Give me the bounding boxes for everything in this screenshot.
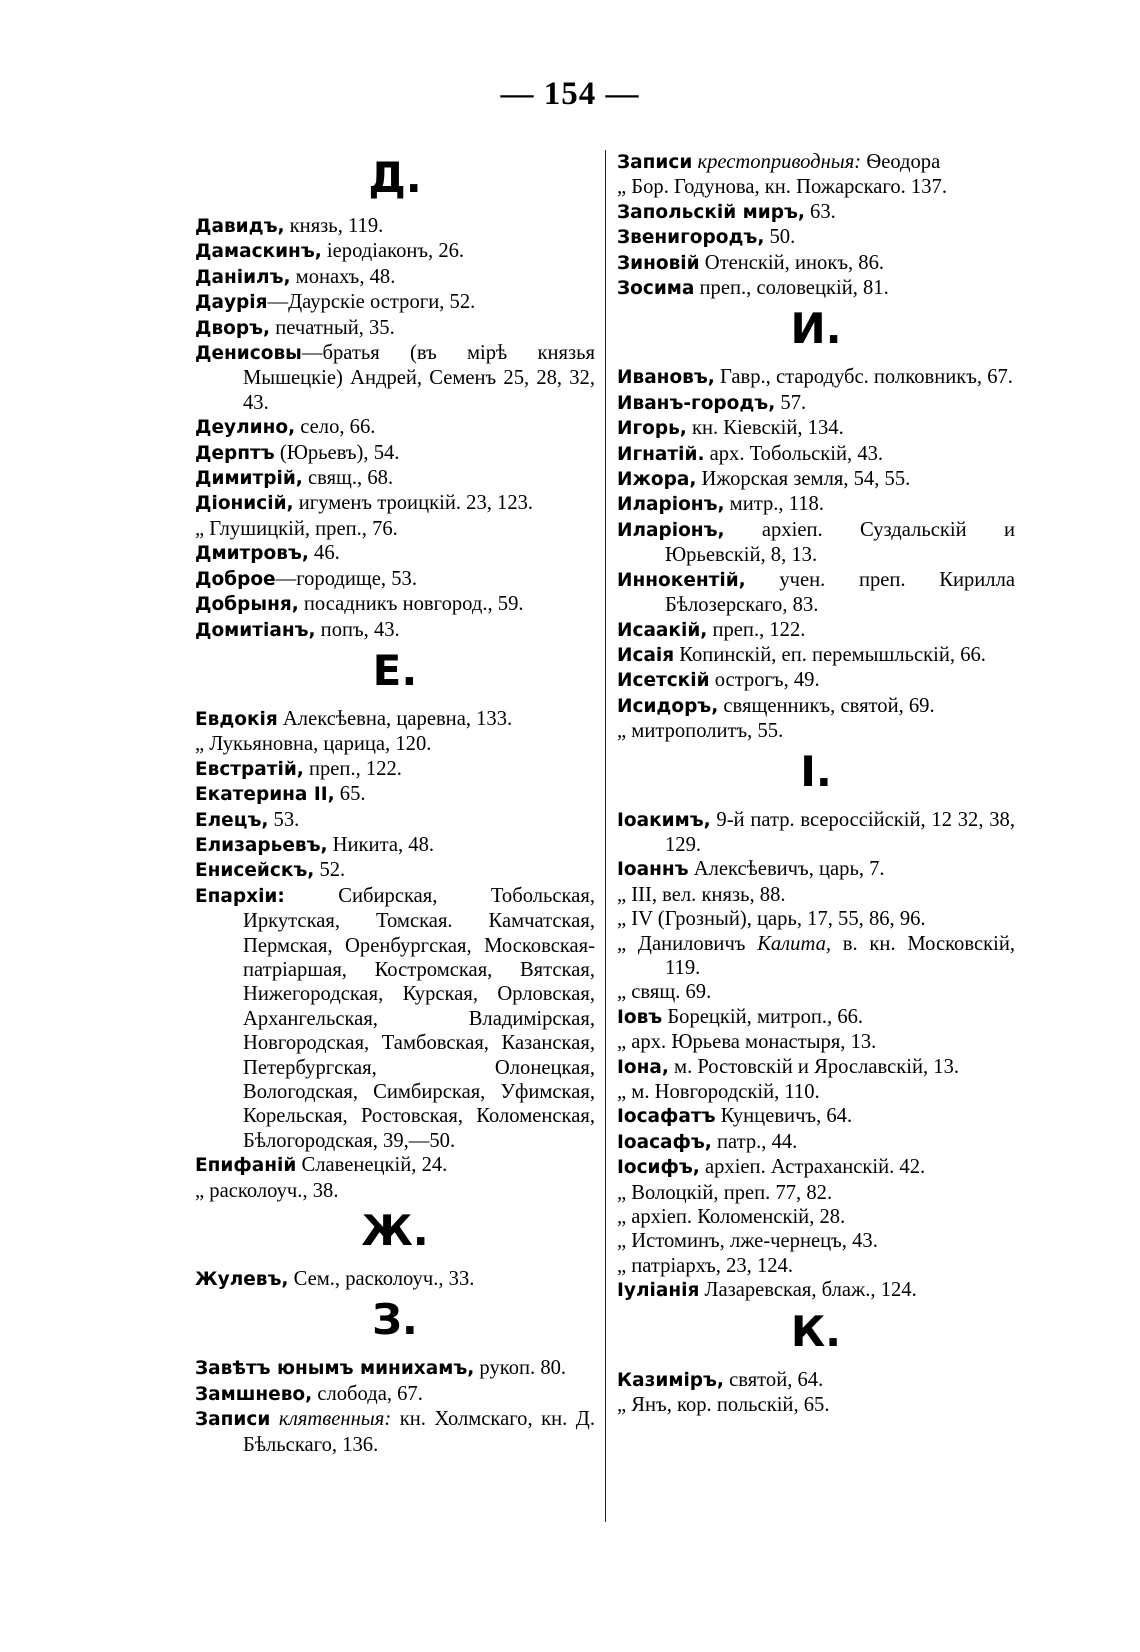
entry-text: Копинскій, еп. перемышльскій, 66. xyxy=(674,643,986,666)
entry-text: „ свящ. 69. xyxy=(617,981,712,1004)
entry-text: кн. Кіевскій, 134. xyxy=(686,417,844,440)
entry-text: Алексѣевна, царевна, 133. xyxy=(277,707,513,730)
index-entry xyxy=(617,643,1015,668)
index-entry xyxy=(617,1254,1015,1278)
entry-headword: Исаія xyxy=(617,644,675,666)
entry-headword: Димитрій, xyxy=(195,468,303,490)
entry-text: Кунцевичъ, 64. xyxy=(715,1105,853,1128)
entry-text: іеродіаконъ, 26. xyxy=(321,240,465,263)
index-entry xyxy=(195,618,595,643)
entry-text: 50. xyxy=(764,226,796,249)
entry-headword: Евдокія xyxy=(195,708,278,730)
entry-text: 57. xyxy=(775,391,807,414)
entry-text: „ м. Новгородскій, 110. xyxy=(617,1081,820,1103)
entry-italic: Калита, xyxy=(745,932,832,955)
index-entry xyxy=(195,341,595,415)
entry-text: „ Бор. Годунова, кн. Пожарскаго. 137. xyxy=(617,176,947,199)
index-entry xyxy=(195,316,595,341)
entry-text: село, 66. xyxy=(295,416,376,439)
entry-text: архіеп. Суздальскій и Юрьевскій, 8, 13. xyxy=(665,518,1015,567)
entry-text: „ митрополитъ, 55. xyxy=(617,720,784,743)
entry-text: Сем., расколоуч., 33. xyxy=(288,1268,475,1291)
entry-text: „ IV (Грозный), царь, 17, 55, 86, 96. xyxy=(617,908,926,931)
entry-text: „ Лукьяновна, царица, 120. xyxy=(195,733,432,756)
entry-headword: Игнатій. xyxy=(617,443,705,465)
index-entry xyxy=(195,541,595,566)
entry-headword: Записи xyxy=(617,152,693,173)
entry-text: учен. преп. Кирилла Бѣлозерскаго, 83. xyxy=(665,568,1015,617)
entry-text: —городище, 53. xyxy=(275,567,417,590)
entry-text: преп., соловецкій, 81. xyxy=(694,277,889,300)
entry-text: Гавр., стародубс. полковникъ, 67. xyxy=(714,366,1013,389)
entry-text: князь, 119. xyxy=(284,215,384,237)
index-entry xyxy=(195,214,595,239)
entry-headword: Іовъ xyxy=(617,1006,663,1028)
index-entry xyxy=(617,391,1015,416)
index-entry xyxy=(195,757,595,782)
entry-headword: Дамаскинъ, xyxy=(195,241,322,263)
entry-text: 52. xyxy=(314,859,346,882)
entry-headword: Жулевъ, xyxy=(195,1269,289,1291)
index-entry xyxy=(195,290,595,315)
index-entry xyxy=(195,1267,595,1292)
entry-text: в. кн. Московскій, 119. xyxy=(665,932,1015,979)
entry-text: Лазаревская, блаж., 124. xyxy=(699,1279,917,1302)
entry-italic: клятвенныя: xyxy=(270,1408,392,1431)
entry-headword: Исаакій, xyxy=(617,619,708,641)
index-entry xyxy=(195,808,595,833)
entry-headword: Иванъ-городъ, xyxy=(617,392,776,414)
entry-headword: Енисейскъ, xyxy=(195,860,315,882)
entry-text: митр., 118. xyxy=(724,493,825,516)
entry-text: архіеп. Астраханскій. 42. xyxy=(699,1156,926,1179)
index-entry xyxy=(617,1080,1015,1104)
entry-text: 65. xyxy=(334,783,366,806)
index-entry xyxy=(617,175,1015,199)
entry-text: Ѳеодора xyxy=(861,151,941,173)
entry-headword: Дмитровъ, xyxy=(195,543,309,565)
index-entry xyxy=(195,707,595,732)
entry-italic: крестоприводныя: xyxy=(692,151,862,173)
entry-text: Сибирская, Тобольская, Иркутская, Томская. Камчатская, Пермская, Оренбургская, Московская-патріаршая, Костромская, Вятская, Нижегородская, Курская, Орловская, Архангельская, Владимірская, Новгородская, Тамбовская, Казанская, Петербургская, Олонецкая, Вологодская, Симбирская, Уфимская, Корельская, Ростовская, Коломенская, Бѣлогородская, 39,—50. xyxy=(243,884,595,1152)
left-column xyxy=(195,150,595,1457)
entry-text: —Даурскіе остроги, 52. xyxy=(267,291,476,314)
entry-headword: Іона, xyxy=(617,1056,669,1078)
page-number: — 154 — xyxy=(500,76,640,112)
section-letter: К. xyxy=(790,1306,842,1356)
entry-text: монахъ, 48. xyxy=(290,265,396,288)
entry-text: 63. xyxy=(804,200,836,223)
entry-text: игуменъ троицкій. 23, 123. xyxy=(293,492,534,515)
entry-text: „ III, вел. князь, 88. xyxy=(617,883,786,906)
index-entry xyxy=(195,592,595,617)
entry-headword: Казиміръ, xyxy=(617,1369,724,1391)
entry-text: Славенецкій, 24. xyxy=(296,1154,448,1177)
index-entry xyxy=(195,415,595,440)
entry-headword: Запольскій миръ, xyxy=(617,201,805,223)
index-entry xyxy=(617,1130,1015,1155)
entry-text: „ Волоцкій, преп. 77, 82. xyxy=(617,1181,833,1204)
entry-headword: Иларіонъ, xyxy=(617,519,725,541)
index-entry xyxy=(617,1005,1015,1030)
entry-text: „ Даниловичъ xyxy=(617,932,746,955)
entry-headword: Доброе xyxy=(195,568,276,590)
entry-headword: Иннокентій, xyxy=(617,569,746,591)
index-entry xyxy=(617,980,1015,1004)
index-entry xyxy=(617,416,1015,441)
section-letter: I. xyxy=(800,746,832,796)
entry-headword: Ивановъ, xyxy=(617,367,715,389)
entry-text: рукоп. 80. xyxy=(474,1357,567,1380)
index-entry xyxy=(617,1055,1015,1080)
index-entry xyxy=(195,1153,595,1178)
entry-headword: Исидоръ, xyxy=(617,695,719,717)
index-entry xyxy=(617,1229,1015,1253)
entry-headword: Епифаній xyxy=(195,1155,297,1177)
index-entry xyxy=(617,1030,1015,1054)
entry-text: „ расколоуч., 38. xyxy=(195,1179,339,1202)
entry-headword: Деулино, xyxy=(195,417,296,439)
entry-text: (Юрьевъ), 54. xyxy=(274,441,400,464)
index-entry xyxy=(195,858,595,883)
entry-headword: Звенигородъ, xyxy=(617,227,765,249)
entry-headword: Іоакимъ, xyxy=(617,809,711,831)
section-letter: З. xyxy=(372,1295,418,1345)
index-entry xyxy=(195,1382,595,1407)
index-entry xyxy=(617,618,1015,643)
section-letter: Ж. xyxy=(361,1206,429,1256)
entry-text: 46. xyxy=(308,542,340,565)
entry-headword: Екатерина II, xyxy=(195,784,335,806)
entry-headword: Епархіи: xyxy=(195,885,285,907)
index-entry xyxy=(617,719,1015,743)
entry-headword: Елецъ, xyxy=(195,809,269,831)
entry-text: арх. Тобольскій, 43. xyxy=(704,442,884,465)
entry-text: патр., 44. xyxy=(711,1130,798,1153)
entry-text: 9-й патр. всероссійскій, 12 32, 38, 129. xyxy=(665,808,1015,856)
entry-headword: Елизарьевъ, xyxy=(195,834,328,856)
entry-text: печатный, 35. xyxy=(270,316,395,339)
index-entry xyxy=(195,441,595,466)
index-entry xyxy=(617,1104,1015,1129)
entry-text: м. Ростовскій и Ярославскій, 13. xyxy=(668,1055,960,1078)
index-entry xyxy=(617,857,1015,882)
entry-text: свящ., 68. xyxy=(302,467,394,490)
entry-headword: Завѣтъ юнымъ минихамъ, xyxy=(195,1358,475,1380)
entry-text: „ патріархъ, 23, 124. xyxy=(617,1254,794,1277)
index-entry xyxy=(195,884,595,1153)
index-entry xyxy=(195,1407,595,1457)
entry-headword: Исетскій xyxy=(617,670,710,692)
entry-text: Алексѣевичъ, царь, 7. xyxy=(688,858,885,881)
entry-headword: Евстратій, xyxy=(195,758,304,780)
entry-text: „ арх. Юрьева монастыря, 13. xyxy=(617,1031,877,1054)
index-entry xyxy=(195,517,595,541)
entry-headword: Іоаннъ xyxy=(617,859,689,881)
entry-text: острогъ, 49. xyxy=(709,669,820,692)
index-entry xyxy=(195,567,595,592)
entry-text: —братья (въ мірѣ князья Мышецкіе) Андрей, Семенъ 25, 28, 32, 43. xyxy=(243,342,595,414)
entry-text: посадникъ новгород., 59. xyxy=(298,593,524,616)
index-entry xyxy=(617,1368,1015,1393)
index-entry xyxy=(195,491,595,516)
index-entry xyxy=(617,694,1015,719)
entry-text: кн. Холмскаго, кн. Д. Бѣльскаго, 136. xyxy=(243,1408,596,1456)
entry-text: Отенскій, инокъ, 86. xyxy=(699,251,885,274)
entry-headword: Даніилъ, xyxy=(195,266,291,288)
index-entry xyxy=(195,466,595,491)
index-entry xyxy=(195,833,595,858)
entry-text: Ижорская земля, 54, 55. xyxy=(696,468,911,491)
entry-headword: Дерптъ xyxy=(195,442,275,464)
index-entry xyxy=(617,200,1015,225)
index-entry xyxy=(617,492,1015,517)
entry-text: преп., 122. xyxy=(303,757,402,780)
entry-text: преп., 122. xyxy=(707,618,806,641)
entry-headword: Дворъ, xyxy=(195,317,271,339)
index-entry xyxy=(617,883,1015,907)
entry-headword: Іуліанія xyxy=(617,1280,700,1302)
column-divider xyxy=(605,150,606,1522)
entry-headword: Игорь, xyxy=(617,418,687,440)
index-entry xyxy=(617,568,1015,618)
index-entry xyxy=(617,225,1015,250)
index-entry xyxy=(617,907,1015,931)
index-entry xyxy=(617,442,1015,467)
entry-text: 53. xyxy=(268,808,300,831)
entry-headword: Зосима xyxy=(617,278,695,300)
entry-headword: Іосифъ, xyxy=(617,1157,700,1179)
entry-headword: Добрыня, xyxy=(195,594,299,616)
entry-headword: Даурія xyxy=(195,292,268,314)
entry-text: „ архіеп. Коломенскій, 28. xyxy=(617,1206,846,1229)
index-entry xyxy=(195,782,595,807)
index-entry xyxy=(617,808,1015,858)
entry-headword: Зиновій xyxy=(617,252,700,274)
section-letter: Е. xyxy=(372,645,418,695)
index-entry xyxy=(617,1181,1015,1205)
entry-text: „ Глушицкій, преп., 76. xyxy=(195,517,398,540)
entry-headword: Иларіонъ, xyxy=(617,494,725,516)
entry-text: Борецкій, митроп., 66. xyxy=(662,1005,864,1028)
section-letter: И. xyxy=(790,304,842,354)
entry-headword: Домитіанъ, xyxy=(195,619,316,641)
entry-headword: Іоасафъ, xyxy=(617,1131,712,1153)
index-entry xyxy=(617,668,1015,693)
index-entry xyxy=(195,732,595,756)
index-entry xyxy=(195,1356,595,1381)
entry-headword: Записи xyxy=(195,1409,271,1431)
index-entry xyxy=(617,518,1015,568)
index-entry xyxy=(617,251,1015,276)
index-entry xyxy=(617,1205,1015,1229)
entry-headword: Іосафатъ xyxy=(617,1106,716,1128)
index-entry xyxy=(195,265,595,290)
index-entry xyxy=(617,1155,1015,1180)
entry-text: святой, 64. xyxy=(723,1368,824,1391)
index-entry xyxy=(617,932,1015,981)
entry-headword: Діонисій, xyxy=(195,493,294,515)
entry-headword: Замшнево, xyxy=(195,1383,313,1405)
index-entry xyxy=(617,150,1015,175)
entry-headword: Денисовы xyxy=(195,343,302,365)
entry-text: „ Янъ, кор. польскій, 65. xyxy=(617,1394,830,1417)
entry-text: попъ, 43. xyxy=(315,618,400,641)
entry-text: „ Истоминъ, лже-чернецъ, 43. xyxy=(617,1230,878,1253)
entry-headword: Ижора, xyxy=(617,469,697,491)
index-entry xyxy=(617,1393,1015,1417)
section-letter: Д. xyxy=(368,153,422,202)
index-entry xyxy=(617,276,1015,301)
index-entry xyxy=(195,239,595,264)
index-entry xyxy=(195,1179,595,1203)
index-entry xyxy=(617,1278,1015,1303)
index-entry xyxy=(617,467,1015,492)
entry-headword: Давидъ, xyxy=(195,216,285,237)
right-column xyxy=(617,150,1015,1417)
entry-text: священникъ, святой, 69. xyxy=(718,694,935,717)
entry-text: слобода, 67. xyxy=(312,1382,423,1405)
entry-text: Никита, 48. xyxy=(327,833,435,856)
index-entry xyxy=(617,365,1015,390)
